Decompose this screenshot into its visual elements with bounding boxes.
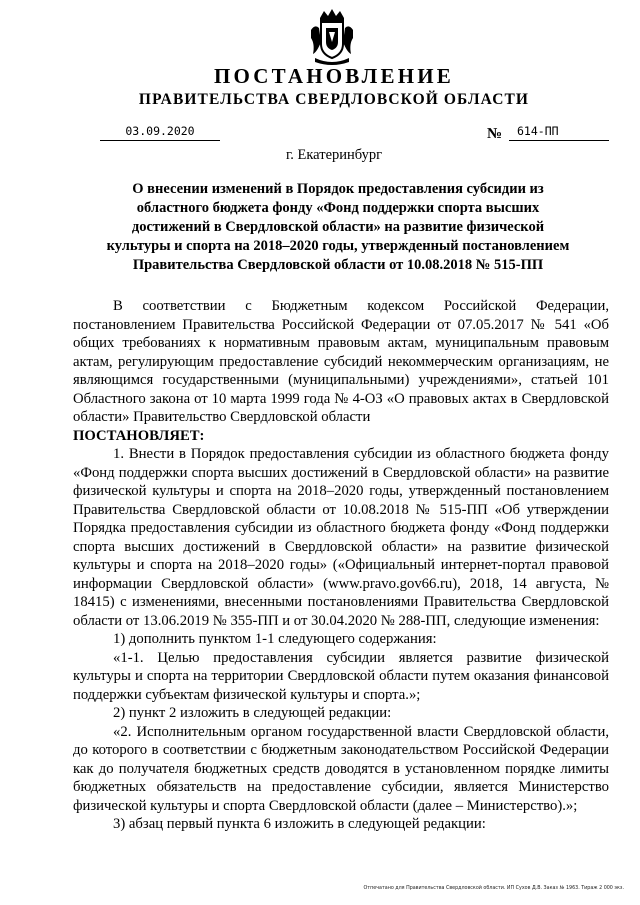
document-date: 03.09.2020 [100, 124, 220, 141]
subitem-1-paragraph: 1) дополнить пунктом 1-1 следующего содержания: [113, 631, 437, 647]
item-1-paragraph: 1. Внести в Порядок предоставления субсидии из областного бюджета фонду «Фонд поддержки спорта высших достижений в Свердловской области» на развитие физической культуры и спорта на 2018–2020 годы, утвержденный постановлением Правительства Свердловской области от 10.08.2018 № 515-ПП «Об утверждении Порядка предоставления субсидии из областного бюджета фонду «Фонд поддержки спорта высших достижений в Свердловской области» на развитие физической культуры и спорта на 2018–2020 годы» («Официальный интернет-портал правовой информации Свердловской области» (www.pravo.gov66.ru), 2018, 14 августа, № 18415) с изменениями, внесенными постановлениями Правительства Свердловской области от 13.06.2019 № 355-ПП и от 30.04.2020 № 288-ПП, следующие изменения: [73, 446, 609, 629]
document-heading: О внесении изменений в Порядок предоставления субсидии из областного бюджета фонду «Фонд поддержки спорта высших достижений в Свердловской области» на развитие физической культуры и спорта на 2018–2020 годы, утвержденный постановлением Правительства Свердловской области от 10.08.2018 № 515-ПП [106, 181, 570, 273]
number-sign: № [487, 126, 503, 142]
resolves-line [73, 427, 609, 446]
document-city: г. Екатеринбург [285, 147, 383, 163]
document-number: 614-ПП [509, 124, 609, 141]
preamble-paragraph: В соответствии с Бюджетным кодексом Российской Федерации, постановлением Правительства Российской Федерации от 07.05.2017 № 541 «Об общих требованиях к нормативным правовым актам, муниципальным правовым актам, регулирующим предоставление субсидий некоммерческим организациям, не являющимся государственными (муниципальными) учреждениями», статьей 101 Областного закона от 10 марта 1999 года № 4-ОЗ «О правовых актах в Свердловской области» Правительство Свердловской области [73, 298, 609, 425]
resolves-word: ПОСТАНОВЛЯЕТ: [73, 427, 205, 444]
print-imprint: Отпечатано для Правительства Свердловской области. ИП Сухов Д.В. Заказ № 1963. Тираж 2 000 экз. [363, 886, 624, 891]
subitem-3-paragraph: 3) абзац первый пункта 6 изложить в следующей редакции: [113, 816, 486, 832]
subitem-1-text: «1-1. Целью предоставления субсидии является развитие физической культуры и спорта на территории Свердловской области путем оказания финансовой поддержки субъектам физической культуры и спорта.»; [73, 649, 609, 703]
document-body [73, 297, 609, 834]
coat-of-arms-icon [309, 8, 355, 66]
document-title: ПОСТАНОВЛЕНИЕ [213, 64, 455, 88]
document-issuer: ПРАВИТЕЛЬСТВА СВЕРДЛОВСКОЙ ОБЛАСТИ [138, 91, 530, 108]
subitem-2-paragraph: 2) пункт 2 изложить в следующей редакции: [113, 705, 392, 721]
subitem-2-text: «2. Исполнительным органом государственной власти Свердловской области, до которого в соответствии с бюджетным законодательством Российской Федерации как до получателя бюджетных средств доводятся в установленном порядке лимиты бюджетных обязательств на предоставление субсидии, является Министерство физической культуры и спорта Свердловской области (далее – Министерство).»; [73, 723, 609, 814]
